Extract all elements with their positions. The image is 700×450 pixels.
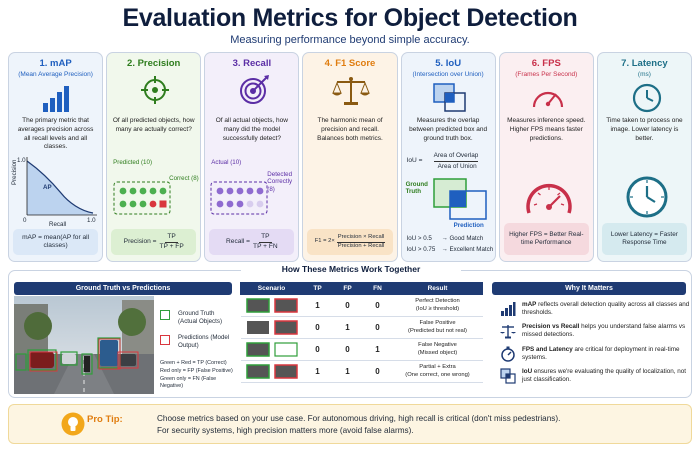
pro-tip-line-1: Choose metrics based on your use case. For autonomous driving, high recall is critical (don't miss pedestrians). (157, 414, 561, 423)
row1-result-main: Perfect Detection (415, 298, 460, 305)
card-map-subtitle: (Mean Average Precision) (18, 71, 93, 78)
why-panel-title: Why It Matters (492, 282, 686, 295)
scenario-thumb (241, 317, 303, 339)
card-fps (499, 52, 594, 262)
iou-threshold-2-text: Excellent Match (449, 246, 494, 253)
row3-tp: 0 (303, 339, 333, 361)
balance-scale-icon (332, 75, 370, 107)
street-scene-image (14, 296, 154, 394)
card-map-title: 1. mAP (39, 58, 72, 69)
fps-gauge-illustration (524, 175, 574, 219)
card-recall-desc: Of all actual objects, how many did the model successfully detect? (215, 117, 288, 142)
why-item-2-bold: Precision vs Recall (522, 323, 580, 330)
why-item-2 (522, 323, 690, 339)
pro-tip-line-2: For security systems, high precision matters more (avoid false alarms). (157, 425, 414, 435)
section-title: How These Metrics Work Together (241, 264, 461, 274)
row1-fn: 0 (363, 295, 393, 317)
iou-threshold-2-label: → Excellent Match (441, 246, 494, 253)
card-f1-formula (307, 229, 392, 255)
row1-result (393, 295, 483, 317)
legend-pred-label: Predictions (Model Output) (178, 334, 230, 350)
page-title: Evaluation Metrics for Object Detection (122, 4, 578, 32)
bar-chart-icon (41, 85, 71, 113)
actual-label: Actual (10) (211, 159, 242, 166)
pr-ytick-top: 1.0 (17, 157, 26, 164)
card-fps-title: 6. FPS (531, 58, 561, 69)
stopwatch-icon (500, 346, 516, 362)
why-item-1-bold: mAP (522, 301, 537, 308)
row3-result-main: False Negative (418, 342, 457, 349)
card-f1-title: 4. F1 Score (324, 58, 376, 69)
pro-tip-label: Pro Tip: (87, 414, 123, 425)
row4-fn: 0 (363, 361, 393, 383)
row4-result-sub: (One correct, one wrong) (405, 371, 470, 378)
gt-note-1: Green + Red = TP (Correct) (160, 360, 227, 366)
card-fps-subtitle: (Frames Per Second) (515, 71, 578, 78)
row4-result (393, 361, 483, 383)
correct-label: Correct (8) (169, 175, 199, 182)
precision-dots-illustration (113, 181, 171, 215)
why-item-3 (522, 346, 690, 362)
pr-xtick-1: 1.0 (87, 217, 96, 224)
precision-formula-lhs: Precision = (123, 237, 157, 245)
iou-threshold-2-cond: IoU > 0.75 (406, 246, 436, 253)
iou-formula-lhs: IoU = (406, 157, 423, 164)
col-tp: TP (303, 283, 333, 295)
card-map-formula: mAP = mean(AP for all classes) (13, 229, 98, 255)
pr-ylabel: Precision (11, 159, 18, 185)
card-latency-subtitle: (ms) (637, 71, 651, 78)
card-iou-title: 5. IoU (435, 58, 462, 69)
row1-tp: 1 (303, 295, 333, 317)
iou-formula-num: Area of Overlap (434, 152, 479, 162)
table-row (241, 317, 483, 339)
card-fps-desc: Measures inference speed. Higher FPS means faster predictions. (507, 117, 586, 142)
row3-fn: 1 (363, 339, 393, 361)
ap-area-label: AP (43, 184, 52, 191)
card-precision-formula (111, 229, 196, 255)
card-latency-desc: Time taken to process one image. Lower latency is better. (606, 117, 683, 142)
iou-illustration (432, 177, 492, 223)
row1-fp: 0 (333, 295, 363, 317)
row2-fn: 0 (363, 317, 393, 339)
why-item-2-text: helps you understand false alarms vs missed detections. (522, 323, 686, 339)
pr-xtick-0: 0 (23, 217, 27, 224)
iou-gt-label: Ground Truth (405, 181, 428, 196)
card-latency-title: 7. Latency (621, 58, 668, 69)
row2-fp: 1 (333, 317, 363, 339)
page-subtitle: Measuring performance beyond simple accuracy. (230, 34, 470, 46)
iou-pred-label: Prediction (453, 222, 484, 229)
why-item-1-text: reflects overall detection quality across all classes and thresholds. (522, 301, 690, 317)
row2-tp: 0 (303, 317, 333, 339)
f1-formula-lhs: F1 = 2× (314, 238, 335, 245)
f1-formula-num: Precision × Recall (337, 234, 386, 242)
card-iou (401, 52, 496, 262)
row4-result-main: Partial + Extra (419, 364, 456, 371)
recall-formula-num: TP (259, 233, 271, 242)
row3-result-sub: (Missed object) (417, 349, 458, 356)
crosshair-icon (140, 75, 170, 105)
gt-note-3: Green only = FN (False Negative) (160, 375, 217, 390)
iou-threshold-1-label: → Good Match (441, 235, 484, 242)
legend-gt-label: Ground Truth (Actual Objects) (178, 310, 223, 326)
legend-pred-swatch (160, 335, 170, 345)
overlap-boxes-icon (433, 83, 467, 113)
iou-threshold-1-cond: IoU > 0.5 (406, 235, 432, 242)
card-recall-title: 3. Recall (232, 58, 272, 69)
gt-notes (160, 360, 238, 391)
card-fps-formula: Higher FPS = Better Real-time Performance (504, 223, 589, 255)
col-fp: FP (333, 283, 363, 295)
recall-formula-den: TP + FN (253, 242, 278, 250)
why-item-4-text: ensures we're evaluating the quality of localization, not just classification. (522, 368, 686, 384)
latency-clock-illustration (625, 175, 669, 219)
table-row (241, 339, 483, 361)
row2-result (393, 317, 483, 339)
card-map (8, 52, 103, 262)
detected-label: Detected Correctly (8) (267, 171, 293, 193)
scenario-thumb (241, 339, 303, 361)
card-precision-title: 2. Precision (127, 58, 181, 69)
why-item-4-bold: IoU (522, 368, 533, 375)
card-iou-desc: Measures the overlap between predicted box and ground truth box. (409, 117, 488, 142)
card-iou-subtitle: (Intersection over Union) (412, 71, 484, 78)
gt-note-2: Red only = FP (False Positive) (160, 367, 233, 374)
card-precision (106, 52, 201, 262)
recall-formula-lhs: Recall = (226, 237, 251, 245)
row4-tp: 1 (303, 361, 333, 383)
row3-fp: 0 (333, 339, 363, 361)
row4-fp: 1 (333, 361, 363, 383)
pro-tip-banner (8, 404, 692, 444)
speedometer-icon (531, 83, 565, 113)
lightbulb-icon (61, 412, 85, 438)
card-recall-formula (209, 229, 294, 255)
f1-formula-den: Precision + Recall (337, 242, 385, 249)
table-row (241, 361, 483, 383)
target-arrow-icon (238, 74, 270, 106)
card-f1 (302, 52, 397, 262)
metric-cards (8, 52, 692, 262)
clock-icon (631, 82, 663, 114)
col-fn: FN (363, 283, 393, 295)
iou-formula-den: Area of Union (437, 163, 477, 170)
legend-gt-swatch (160, 310, 170, 320)
card-latency (597, 52, 692, 262)
row1-result-sub: (IoU ≥ threshold) (415, 305, 460, 312)
why-item-1 (522, 301, 690, 317)
scenario-thumb (241, 361, 303, 383)
card-recall (204, 52, 299, 262)
predicted-label: Predicted (10) (113, 159, 153, 166)
iou-threshold-1-text: Good Match (449, 235, 484, 242)
pr-xlabel: Recall (49, 221, 67, 228)
gt-panel-title: Ground Truth vs Predictions (14, 282, 232, 295)
recall-dots-illustration (210, 181, 268, 215)
table-row (241, 295, 483, 317)
row2-result-sub: (Predicted but not real) (408, 327, 467, 334)
why-item-3-bold: FPS and Latency (522, 346, 573, 353)
row2-result-main: False Positive (419, 320, 456, 327)
precision-formula-num: TP (165, 233, 177, 242)
scenario-table (240, 282, 483, 383)
pro-tip-text (157, 413, 687, 437)
card-precision-desc: Of all predicted objects, how many are actually correct? (112, 117, 195, 133)
scenario-thumb (241, 295, 303, 317)
row3-result (393, 339, 483, 361)
card-f1-desc: The harmonic mean of precision and recall. Balances both metrics. (317, 117, 383, 142)
col-scenario: Scenario (241, 283, 303, 295)
col-result: Result (393, 283, 483, 295)
why-item-4 (522, 368, 690, 384)
bar-chart-icon (500, 301, 516, 317)
card-map-desc: The primary metric that averages precision across all recall levels and all classes. (17, 117, 94, 151)
why-item-3-text: are critical for deployment in real-time systems. (522, 346, 680, 362)
card-latency-formula: Lower Latency = Faster Response Time (602, 223, 687, 255)
overlap-boxes-icon (500, 368, 516, 384)
balance-scale-icon (500, 323, 516, 339)
precision-formula-den: TP + FP (159, 242, 184, 250)
